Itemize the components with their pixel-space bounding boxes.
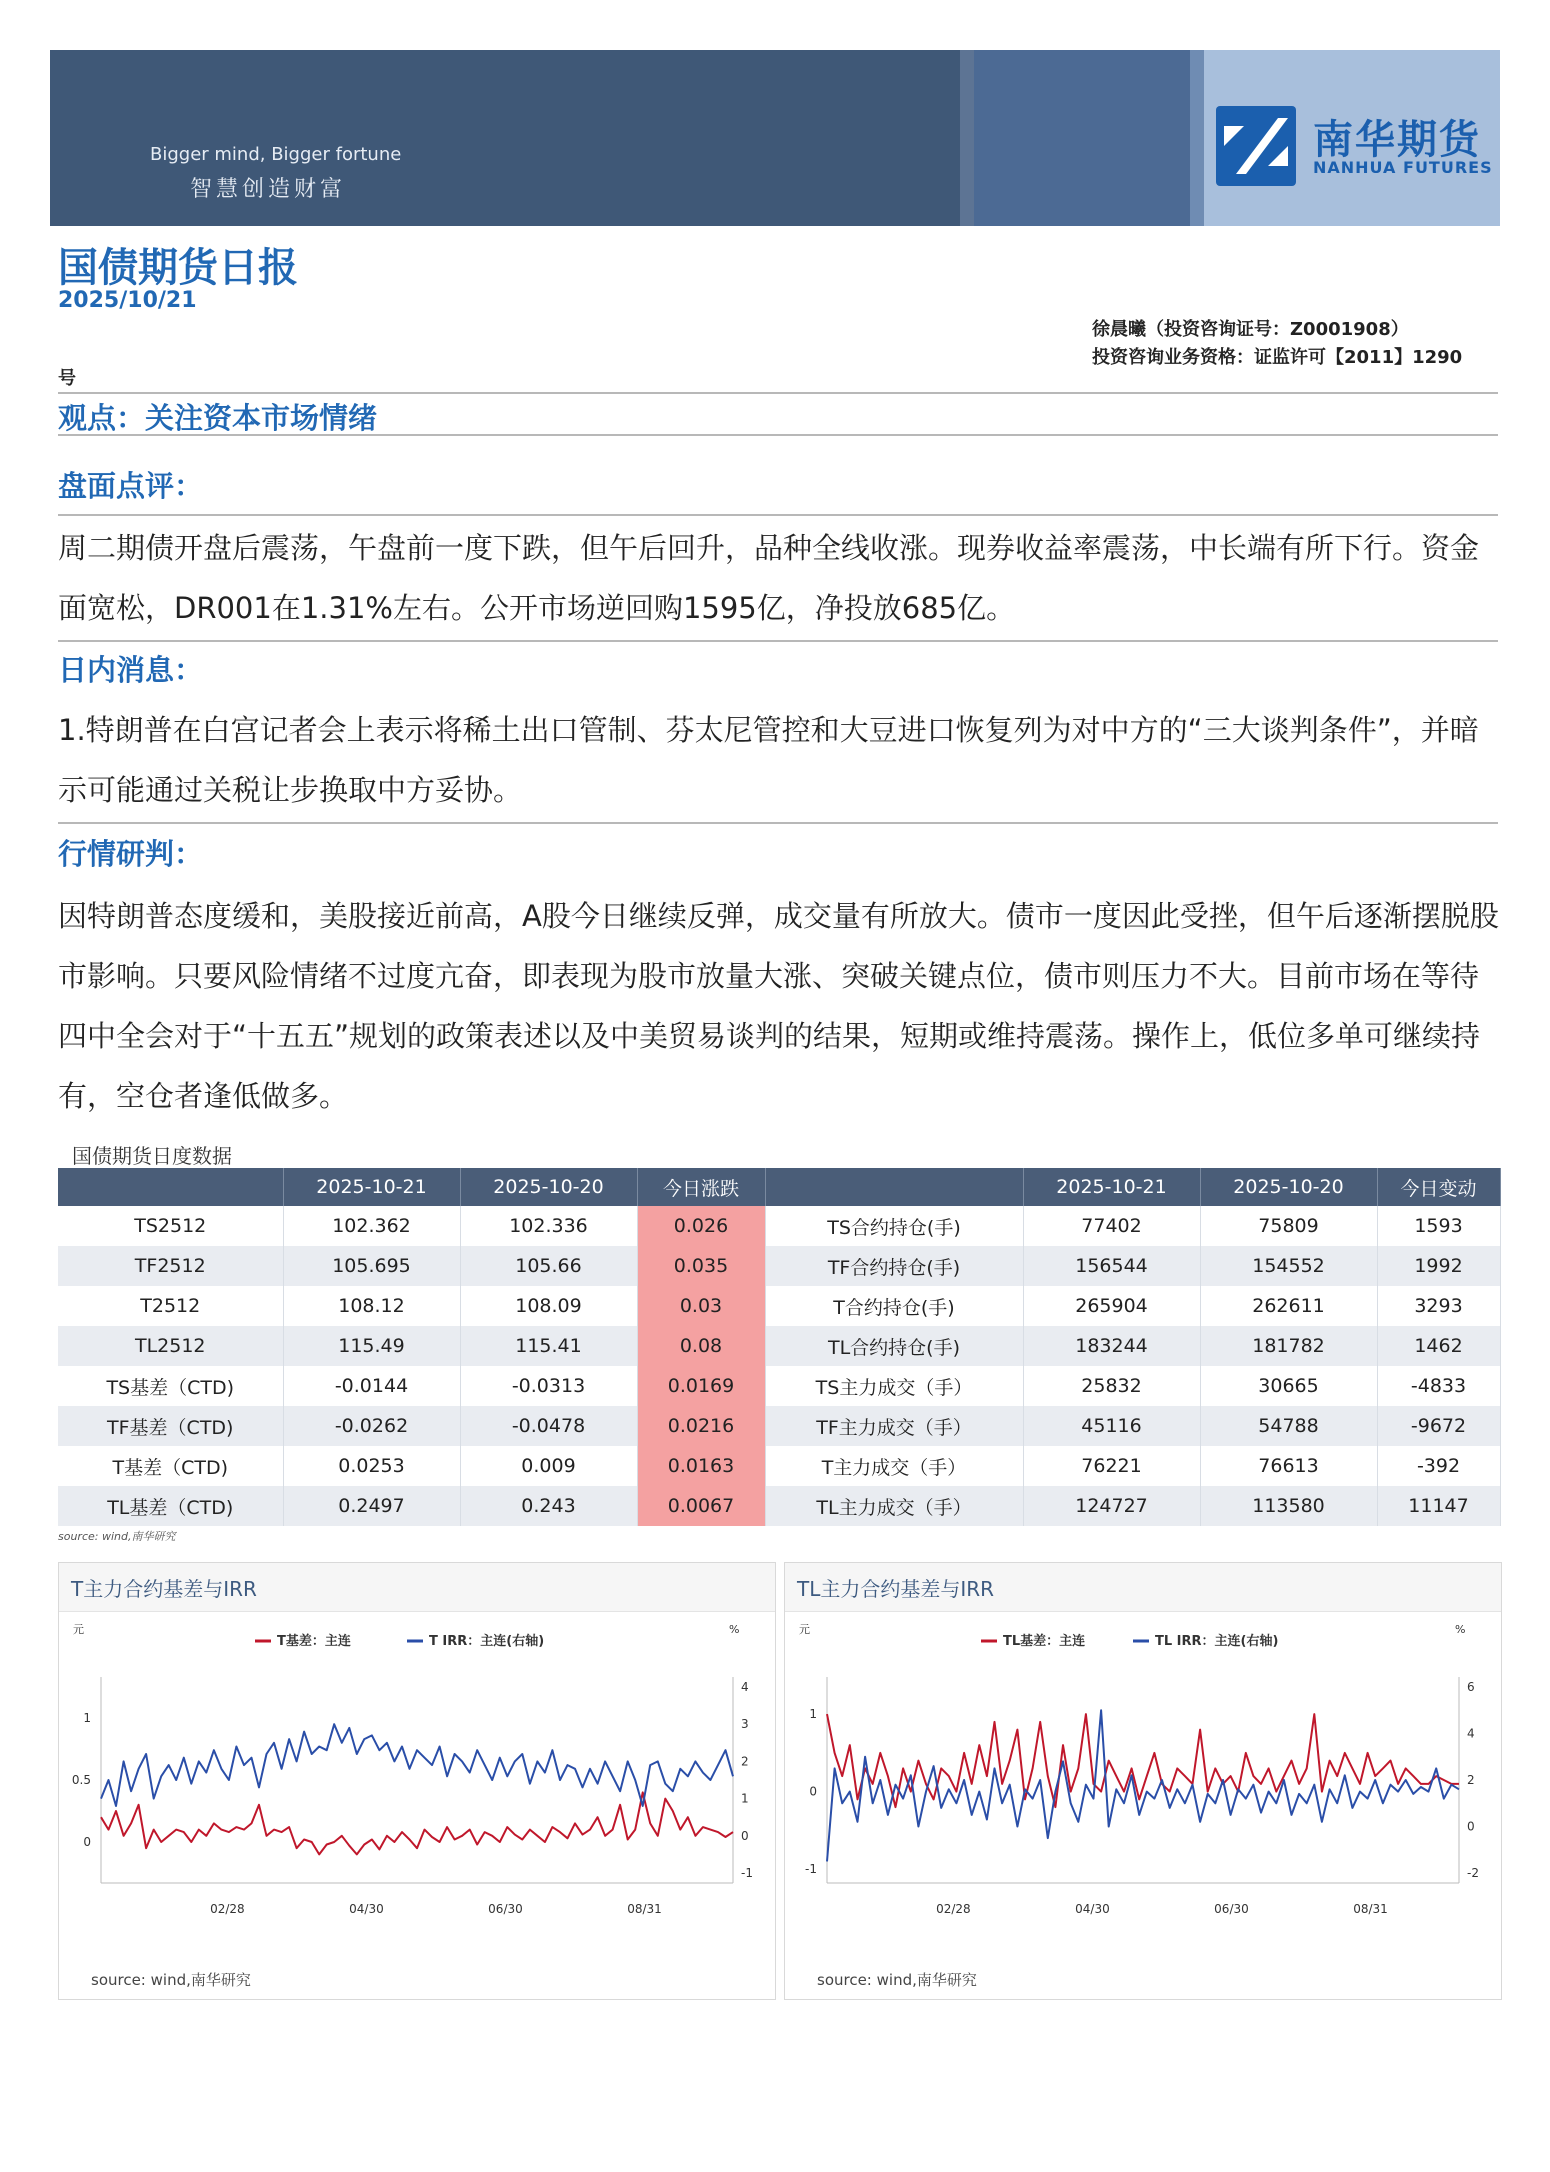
table-cell: TS主力成交（手）	[765, 1366, 1023, 1406]
chart-source: source: wind,南华研究	[91, 1971, 251, 1989]
left-tick-label: 0	[83, 1835, 91, 1849]
chart-title: T主力合约基差与IRR	[71, 1577, 257, 1601]
analyst-name: 徐晨曦（投资咨询证号：Z0001908）	[1092, 319, 1409, 340]
change-cell: 0.026	[637, 1206, 765, 1246]
change-cell: 0.0216	[637, 1406, 765, 1446]
table-cell: 156544	[1023, 1246, 1200, 1286]
x-tick-label: 02/28	[210, 1902, 245, 1916]
table-cell: 1992	[1377, 1246, 1500, 1286]
table-header-row	[58, 1168, 1500, 1206]
table-cell: 108.09	[460, 1286, 637, 1326]
table-cell: -0.0313	[460, 1366, 637, 1406]
right-tick-label: 4	[741, 1680, 749, 1694]
banner-stripe	[960, 50, 974, 226]
left-unit-label: 元	[73, 1623, 84, 1636]
analyst-license: 投资咨询业务资格：证监许可【2011】1290	[1092, 347, 1463, 368]
table-cell: T2512	[58, 1286, 283, 1326]
table-cell: 0.0253	[283, 1446, 460, 1486]
right-unit-label: %	[729, 1623, 740, 1636]
chart-source: source: wind,南华研究	[817, 1971, 977, 1989]
table-cell: 25832	[1023, 1366, 1200, 1406]
right-tick-label: 1	[741, 1791, 749, 1806]
viewpoint-heading: 观点：关注资本市场情绪	[58, 401, 378, 435]
legend-entry: TL IRR：主连(右轴)	[1155, 1634, 1279, 1649]
table-cell: 113580	[1200, 1486, 1377, 1526]
banner-stripe	[1190, 50, 1204, 226]
x-tick-label: 06/30	[1214, 1902, 1249, 1916]
table-cell: 105.66	[460, 1246, 637, 1286]
table-row	[58, 1446, 1500, 1486]
table-header-cell: 今日涨跌	[637, 1168, 765, 1206]
table-cell: -392	[1377, 1446, 1500, 1486]
table-cell: 54788	[1200, 1406, 1377, 1446]
table-cell: 0.243	[460, 1486, 637, 1526]
left-tick-label: 1	[809, 1707, 817, 1722]
table-row	[58, 1246, 1500, 1286]
table-cell: 265904	[1023, 1286, 1200, 1326]
table-cell: 0.2497	[283, 1486, 460, 1526]
table-cell: -4833	[1377, 1366, 1500, 1406]
right-tick-label: 6	[1467, 1680, 1475, 1694]
slogan-en: Bigger mind, Bigger fortune	[150, 144, 402, 165]
legend-entry: T基差：主连	[277, 1634, 351, 1649]
table-cell: 108.12	[283, 1286, 460, 1326]
right-tick-label: -2	[1467, 1866, 1479, 1880]
right-tick-label: 2	[741, 1754, 749, 1769]
table-source: source: wind,南华研究	[58, 1530, 176, 1543]
change-cell: 0.035	[637, 1246, 765, 1286]
analysis-heading: 行情研判：	[58, 837, 204, 871]
table-cell: TS2512	[58, 1206, 283, 1246]
left-tick-label: 0.5	[71, 1773, 91, 1787]
table-cell: 262611	[1200, 1286, 1377, 1326]
change-cell: 0.08	[637, 1326, 765, 1366]
analyst-license-suffix: 号	[58, 368, 76, 389]
table-cell: TL基差（CTD)	[58, 1486, 283, 1526]
t-basis-irr-chart	[59, 1611, 775, 1961]
divider	[58, 392, 1498, 394]
chart-panel-t	[58, 1562, 776, 2000]
table-cell: 45116	[1023, 1406, 1200, 1446]
table-cell: TL主力成交（手）	[765, 1486, 1023, 1526]
right-tick-label: 2	[1467, 1773, 1475, 1787]
table-header-cell: 2025-10-20	[1200, 1168, 1377, 1206]
table-caption: 国债期货日度数据	[72, 1144, 232, 1168]
right-tick-label: 3	[741, 1717, 749, 1732]
table-row	[58, 1286, 1500, 1326]
change-cell: 0.03	[637, 1286, 765, 1326]
table-cell: -0.0144	[283, 1366, 460, 1406]
table-cell: 1593	[1377, 1206, 1500, 1246]
table-cell: 102.336	[460, 1206, 637, 1246]
table-row	[58, 1206, 1500, 1246]
chart-title: TL主力合约基差与IRR	[797, 1577, 995, 1601]
table-cell: TF基差（CTD)	[58, 1406, 283, 1446]
legend-entry: TL基差：主连	[1003, 1634, 1086, 1649]
logo-text-cn: 南华期货	[1313, 117, 1481, 163]
table-cell: 183244	[1023, 1326, 1200, 1366]
table-cell: 1462	[1377, 1326, 1500, 1366]
right-tick-label: 0	[741, 1828, 749, 1843]
table-cell: 11147	[1377, 1486, 1500, 1526]
analysis-text: 因特朗普态度缓和，美股接近前高，A股今日继续反弹，成交量有所放大。债市一度因此受挫，但午后逐渐摆脱股市影响。只要风险情绪不过度亢奋，即表现为股市放量大涨、突破关键点位，债市则压力不大。目前市场在等待四中全会对于“十五五”规划的政策表述以及中美贸易谈判的结果，短期或维持震荡。操作上，低位多单可继续持有，空仓者逢低做多。	[58, 899, 1499, 1113]
legend-entry: T IRR：主连(右轴)	[429, 1634, 545, 1649]
table-cell: TS基差（CTD)	[58, 1366, 283, 1406]
slogan-cn: 智慧创造财富	[190, 177, 347, 202]
table-cell: 102.362	[283, 1206, 460, 1246]
analyst-info	[1092, 316, 1462, 372]
right-tick-label: 0	[1467, 1819, 1475, 1834]
report-title: 国债期货日报	[58, 245, 298, 291]
table-row	[58, 1406, 1500, 1446]
table-header-cell: 2025-10-20	[460, 1168, 637, 1206]
table-cell: 0.009	[460, 1446, 637, 1486]
table-cell: 76221	[1023, 1446, 1200, 1486]
basis-series-line	[827, 1714, 1459, 1807]
table-header-cell: 2025-10-21	[283, 1168, 460, 1206]
divider	[58, 514, 1498, 516]
tl-basis-irr-chart	[785, 1611, 1501, 1961]
x-tick-label: 08/31	[1353, 1902, 1388, 1916]
table-cell: 105.695	[283, 1246, 460, 1286]
table-cell: -9672	[1377, 1406, 1500, 1446]
table-row	[58, 1486, 1500, 1526]
logo-text-en: NANHUA FUTURES	[1313, 158, 1493, 177]
chart-panel-tl	[784, 1562, 1502, 2000]
report-date: 2025/10/21	[58, 288, 197, 313]
table-cell: T合约持仓(手)	[765, 1286, 1023, 1326]
intraday-news-text: 1.特朗普在白宫记者会上表示将稀土出口管制、芬太尼管控和大豆进口恢复列为对中方的“三大谈判条件”，并暗示可能通过关税让步换取中方妥协。	[58, 713, 1479, 807]
table-cell: -0.0262	[283, 1406, 460, 1446]
market-review-text: 周二期债开盘后震荡，午盘前一度下跌，但午后回升，品种全线收涨。现券收益率震荡，中长端有所下行。资金面宽松，DR001在1.31%左右。公开市场逆回购1595亿，净投放685亿。	[58, 531, 1480, 625]
irr-series-line	[101, 1724, 733, 1806]
left-tick-label: -1	[805, 1862, 817, 1877]
table-cell: T基差（CTD)	[58, 1446, 283, 1486]
table-cell: 75809	[1200, 1206, 1377, 1246]
banner-stripe	[974, 50, 1190, 226]
table-cell: 181782	[1200, 1326, 1377, 1366]
x-tick-label: 04/30	[1075, 1902, 1110, 1916]
table-cell: -0.0478	[460, 1406, 637, 1446]
basis-series-line	[101, 1792, 733, 1854]
divider	[58, 822, 1498, 824]
table-cell: 115.49	[283, 1326, 460, 1366]
table-row	[58, 1366, 1500, 1406]
x-tick-label: 04/30	[349, 1902, 384, 1916]
table-cell: TL合约持仓(手)	[765, 1326, 1023, 1366]
x-tick-label: 02/28	[936, 1902, 971, 1916]
table-cell: 115.41	[460, 1326, 637, 1366]
nanhua-logo-icon	[1216, 106, 1296, 186]
right-tick-label: -1	[741, 1866, 753, 1880]
intraday-news-heading: 日内消息：	[58, 653, 204, 687]
left-unit-label: 元	[799, 1623, 810, 1636]
table-cell: 30665	[1200, 1366, 1377, 1406]
table-cell: TF主力成交（手）	[765, 1406, 1023, 1446]
futures-data-table	[58, 1168, 1501, 1526]
table-header-cell: 2025-10-21	[1023, 1168, 1200, 1206]
left-tick-label: 0	[809, 1784, 817, 1799]
table-header-cell	[58, 1168, 283, 1206]
table-header-cell	[765, 1168, 1023, 1206]
table-cell: TL2512	[58, 1326, 283, 1366]
right-unit-label: %	[1455, 1623, 1466, 1636]
header-banner	[50, 50, 1500, 226]
table-cell: 3293	[1377, 1286, 1500, 1326]
table-cell: T主力成交（手）	[765, 1446, 1023, 1486]
right-tick-label: 4	[1467, 1726, 1475, 1741]
left-tick-label: 1	[83, 1711, 91, 1725]
change-cell: 0.0169	[637, 1366, 765, 1406]
table-cell: TF合约持仓(手)	[765, 1246, 1023, 1286]
table-row	[58, 1326, 1500, 1366]
divider	[58, 434, 1498, 436]
change-cell: 0.0067	[637, 1486, 765, 1526]
table-cell: TS合约持仓(手)	[765, 1206, 1023, 1246]
table-header-cell: 今日变动	[1377, 1168, 1500, 1206]
market-review-heading: 盘面点评：	[58, 469, 204, 503]
table-cell: 154552	[1200, 1246, 1377, 1286]
change-cell: 0.0163	[637, 1446, 765, 1486]
x-tick-label: 06/30	[488, 1902, 523, 1916]
table-cell: 76613	[1200, 1446, 1377, 1486]
table-cell: TF2512	[58, 1246, 283, 1286]
table-cell: 77402	[1023, 1206, 1200, 1246]
x-tick-label: 08/31	[627, 1902, 662, 1916]
table-cell: 124727	[1023, 1486, 1200, 1526]
divider	[58, 640, 1498, 642]
